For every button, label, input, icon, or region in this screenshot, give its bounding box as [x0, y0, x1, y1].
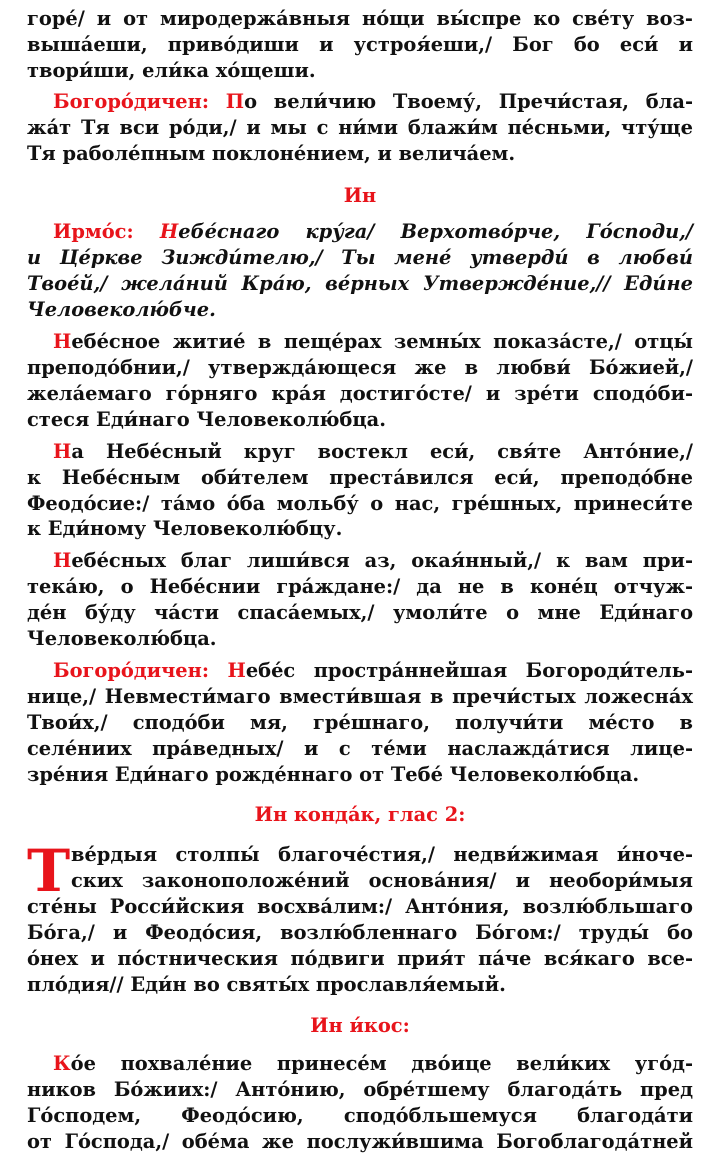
- text-line: твори́ши, ели́ка хо́щеши.: [27, 58, 316, 82]
- text-line: селе́ниих пра́ведных/ и с те́ми наслажда́тися лице-: [27, 736, 693, 760]
- text-line: де́н бу́ду ча́сти спаса́емых,/ умоли́те о мне Еди́наго: [27, 601, 693, 625]
- text-line: Человеколю́бца.: [27, 627, 217, 651]
- text-line: к Еди́ному Человеколю́бцу.: [27, 517, 343, 541]
- troparion-paragraph: [27, 329, 693, 433]
- kontakion-paragraph: [27, 837, 693, 997]
- theotokion-label: Богоро́дичен:: [53, 658, 209, 682]
- paragraph-continuation: [27, 6, 693, 84]
- drop-letter: Н: [227, 658, 246, 682]
- text-line: и Це́ркве Зижди́телю,/ Ты мене́ утверди́ в любви́: [27, 246, 693, 270]
- text-line: зре́ния Еди́наго рожде́ннаго от Тебе́ Человеколю́бца.: [27, 762, 640, 786]
- text-line: от Го́спода,/ обе́ма же послужи́вшима Богоблагода́тней: [27, 1129, 693, 1153]
- kontakion-heading: Ин конда́к, глас 2:: [254, 803, 466, 827]
- text-line: сте́ны Росси́йския восхва́лим:/ Анто́ния, возлю́бльшаго: [27, 895, 693, 919]
- text-line: о́е похвале́ние принесе́м дво́ице вели́ких уго́д-: [70, 1051, 693, 1075]
- theotokion-paragraph: [27, 658, 693, 788]
- text-line: ебе́сных благ лиши́вся аз, окая́нный,/ к вам при-: [71, 549, 693, 573]
- text-line: нице,/ Невмести́маго вмести́вшая в пречи́стых ложесна́х Твои́х,/ сподо́би мя, гре́шнаго, получи́ти ме́сто в: [27, 684, 693, 734]
- drop-letter: П: [225, 89, 245, 113]
- text-line: Бо́га,/ и Феодо́сия, возлю́бленнаго Бо́гом:/ труды́ бо: [27, 921, 693, 945]
- text-line: о вели́чию Твоему́, Пречи́стая, бла-: [244, 89, 693, 113]
- theotokion-label: Богоро́дичен:: [53, 89, 209, 113]
- irmos-label: Ирмо́с:: [53, 220, 134, 244]
- ikos-paragraph: [27, 1051, 693, 1155]
- text-line: ве́рдыя столпы́ благоче́стия,/ недви́жимая и́ноче-: [71, 843, 693, 867]
- drop-letter: Н: [53, 439, 72, 463]
- text-line: Тя рaболе́пным поклоне́нием, и велича́ем.: [27, 141, 516, 165]
- drop-cap-letter: Т: [27, 837, 71, 906]
- drop-letter: К: [53, 1051, 71, 1075]
- text-line: а Небе́сный круг востекл еси́, свя́те Анто́ние,/: [71, 439, 693, 463]
- section-heading: Ин: [343, 184, 377, 208]
- text-line: жа́т Тя вси ро́ди,/ и мы с ни́ми блажи́м пе́сньми, чту́ще: [27, 115, 693, 139]
- text-line: вышáеши, приво́диши и устроя́еши,/ Бог бо еси́ и: [27, 32, 693, 56]
- text-line: Феодо́сие:/ та́мо о́ба мольбу́ о нас, гре́шных, принеси́те: [27, 491, 693, 515]
- theotokion-paragraph: [27, 89, 693, 167]
- drop-letter: Н: [159, 220, 179, 244]
- text-line: тека́ю, о Небе́снии гра́ждане:/ да не в коне́ц отчуж-: [27, 575, 693, 599]
- text-line: Твое́й,/ жела́ний Кра́ю, ве́рных Утвержде́ние,// Еди́не: [27, 272, 693, 296]
- text-line: ских законоположе́ний основа́ния/ и необори́мыя: [71, 869, 693, 893]
- text-line: Го́сподем, Феодо́сию, сподо́бльшемуся благода́ти: [27, 1103, 693, 1127]
- text-line: о́нех и по́стническия по́двиги прия́т па́че вся́каго все-: [27, 947, 693, 971]
- text-line: Человеколю́бче.: [27, 298, 216, 322]
- irmos-paragraph: [27, 219, 693, 323]
- text-line: преподо́бнии,/ утвержда́ющеся же в любви́ Бо́жией,/: [27, 355, 693, 379]
- text-line: ебе́сное житие́ в пеще́рах земны́х показа́сте,/ отцы́: [71, 330, 693, 354]
- text-line: ников Бо́жиих:/ Анто́нию, обре́тшему благода́ть пред: [27, 1077, 693, 1101]
- text-line: к Небе́сным оби́телем преста́вился еси́, преподо́бне: [27, 465, 693, 489]
- drop-letter: Н: [53, 330, 72, 354]
- text-line: пло́дия// Еди́н во святы́х прославля́емый.: [27, 973, 506, 996]
- drop-letter: Н: [53, 549, 72, 573]
- page: [27, 6, 693, 1155]
- text-line: ебе́с простра́ннейшая Богороди́тель-: [245, 658, 693, 682]
- text-line: горе́/ и от миродержа́вныя но́щи вы́спре ко све́ту воз-: [27, 7, 693, 30]
- ikos-heading: Ин и́кос:: [310, 1013, 410, 1037]
- text-line: жела́емаго го́рняго кра́я достиго́сте/ и зре́ти сподо́би-: [27, 381, 693, 405]
- text-line: ебе́снаго кру́га/ Верхотво́рче, Го́споди,/: [178, 220, 693, 244]
- troparion-paragraph: [27, 548, 693, 652]
- text-line: стеся Еди́наго Человеколю́бца.: [27, 407, 386, 431]
- troparion-paragraph: [27, 439, 693, 543]
